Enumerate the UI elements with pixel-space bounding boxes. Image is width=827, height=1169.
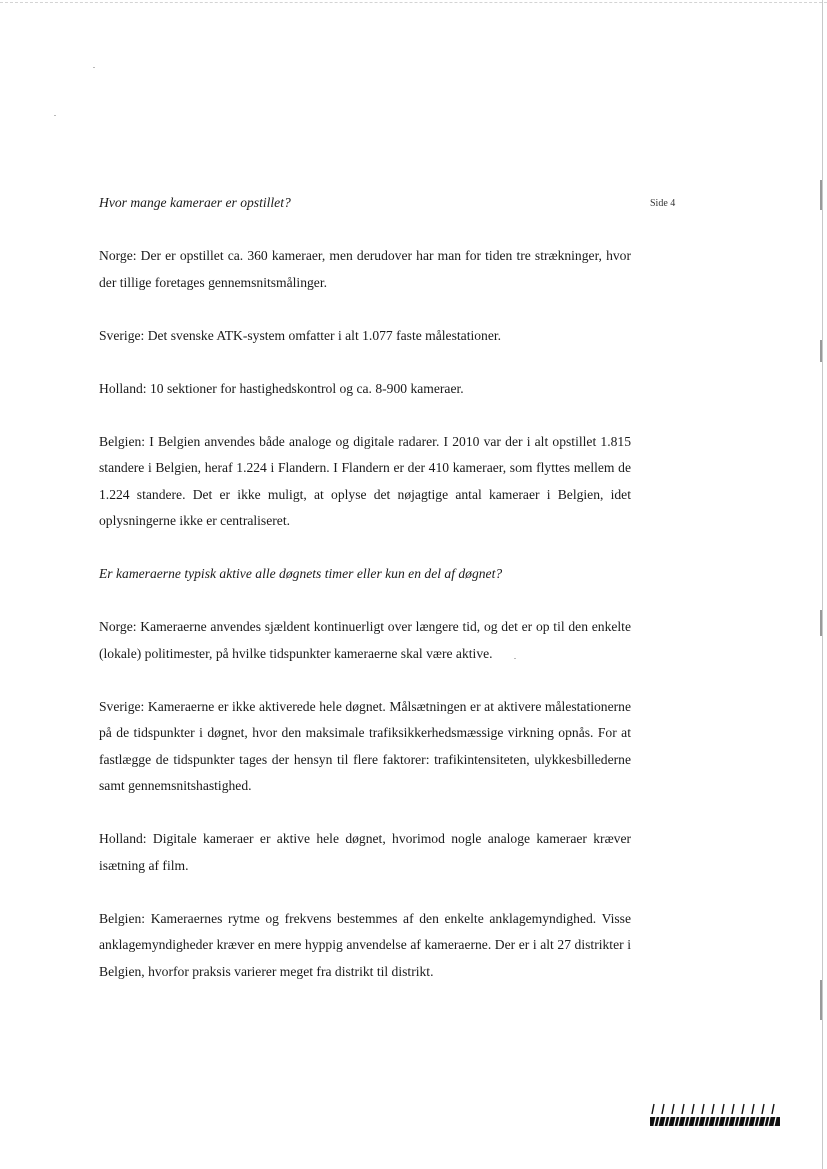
- barcode-mark: [650, 1103, 780, 1127]
- document-body: [99, 190, 631, 1012]
- answer-paragraph: Belgien: I Belgien anvendes både analoge og digitale radarer. I 2010 var der i alt opstillet 1.815 standere i Belgien, heraf 1.224 i Flandern. I Flandern er der 410 kameraer, som flyttes mellem de 1.224 standere. Det er ikke muligt, at oplyse det nøjagtige antal kameraer i Belgien, idet oplysningerne ikke er centraliseret.: [99, 433, 631, 528]
- answer-paragraph: Holland: Digitale kameraer er aktive hele døgnet, hvorimod nogle analoge kameraer kræver isætning af film.: [99, 831, 631, 873]
- answer-paragraph: Holland: 10 sektioner for hastighedskontrol og ca. 8-900 kameraer.: [99, 380, 464, 396]
- page-number: Side 4: [650, 198, 676, 209]
- scan-speck: [54, 115, 56, 116]
- answer-paragraph: Sverige: Det svenske ATK-system omfatter i alt 1.077 faste målestationer.: [99, 327, 502, 343]
- scan-speck: [93, 67, 95, 68]
- question-heading: Er kameraerne typisk aktive alle døgnets timer eller kun en del af døgnet?: [99, 566, 503, 581]
- barcode-top-row: [652, 1104, 774, 1114]
- scan-mark: [820, 610, 822, 636]
- scan-mark: [820, 180, 822, 210]
- answer-paragraph: Norge: Der er opstillet ca. 360 kameraer, men derudover har man for tiden tre strækninger, hvor der tillige foretages gennemsnitsmålinger.: [99, 248, 631, 290]
- answer-paragraph: Norge: Kameraerne anvendes sjældent kontinuerligt over længere tid, og det er op til den enkelte (lokale) politimester, på hvilke tidspunkter kameraerne skal være aktive.: [99, 619, 631, 661]
- scan-right-edge: [822, 0, 823, 1169]
- question-heading: Hvor mange kameraer er opstillet?: [99, 195, 291, 210]
- answer-paragraph: Sverige: Kameraerne er ikke aktiverede hele døgnet. Målsætningen er at aktivere målestationerne på de tidspunkter i døgnet, hvor den maksimale trafiksikkerhedsmæssige virkning opnås. For at fastlægge de tidspunkter tages der hensyn til flere faktorer: trafikintensiteten, ulykkesbillederne samt gennemsnitshastighed.: [99, 698, 631, 793]
- scan-mark: [820, 340, 822, 362]
- scan-mark: [820, 980, 822, 1020]
- scan-top-edge: [0, 2, 827, 3]
- answer-paragraph: Belgien: Kameraernes rytme og frekvens bestemmes af den enkelte anklagemyndighed. Visse anklagemyndigheder kræver en mere hyppig anvendelse af kameraerne. Der er i alt 27 distrikter i Belgien, hvorfor praksis varierer meget fra distrikt til distrikt.: [99, 910, 631, 979]
